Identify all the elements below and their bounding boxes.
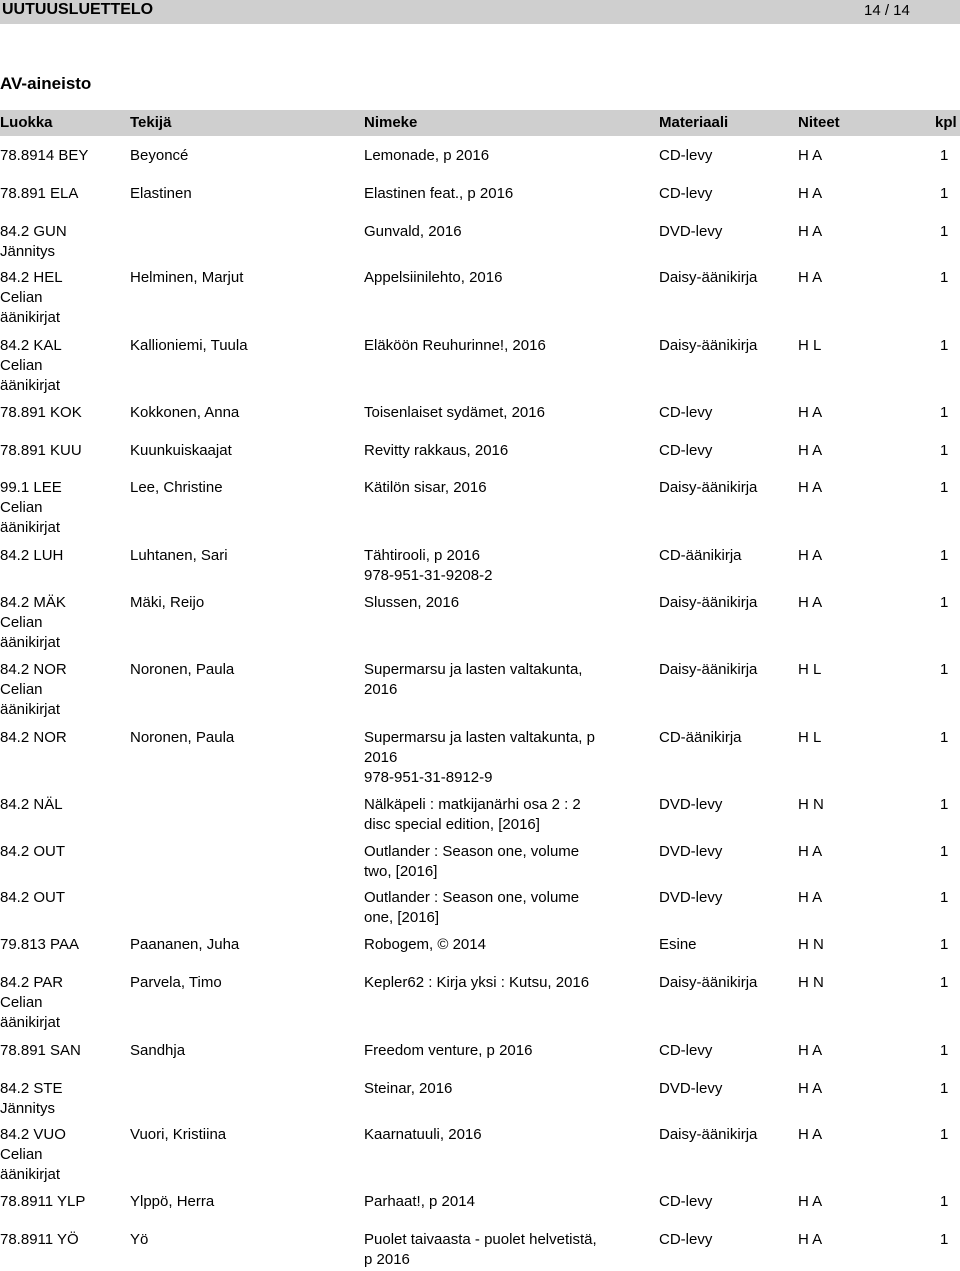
cell-niteet: H N [798,796,824,813]
cell-nimeke: Outlander : Season one, volume one, [2016] [364,889,580,926]
cell-materiaali: CD-levy [659,404,713,421]
cell-tekija: Yö [130,1231,149,1248]
cell-kpl: 1 [940,269,949,286]
cell-nimeke: Gunvald, 2016 [364,223,462,240]
cell-niteet: H A [798,1080,823,1097]
cell-tekija: Paananen, Juha [130,936,240,953]
cell-kpl: 1 [940,1193,949,1210]
cell-tekija: Ylppö, Herra [130,1193,215,1210]
cell-nimeke: Kepler62 : Kirja yksi : Kutsu, 2016 [364,974,590,991]
cell-tekija: Noronen, Paula [130,661,235,678]
cell-luokka: 84.2 OUT [0,843,66,860]
cell-kpl: 1 [940,147,949,164]
page-header [0,0,960,24]
cell-niteet: H A [798,594,823,611]
cell-kpl: 1 [940,442,949,459]
cell-materiaali: Daisy-äänikirja [659,337,758,354]
cell-luokka: 84.2 KAL Celian äänikirjat [0,337,62,394]
cell-niteet: H L [798,337,822,354]
cell-luokka: 79.813 PAA [0,936,79,953]
cell-kpl: 1 [940,547,949,564]
cell-materiaali: Daisy-äänikirja [659,1126,758,1143]
cell-materiaali: DVD-levy [659,1080,723,1097]
cell-niteet: H A [798,1193,823,1210]
cell-niteet: H A [798,269,823,286]
cell-nimeke: Puolet taivaasta - puolet helvetistä, p 2016 [364,1231,597,1268]
cell-nimeke: Slussen, 2016 [364,594,460,611]
cell-luokka: 78.891 KUU [0,442,82,459]
cell-luokka: 84.2 NOR Celian äänikirjat [0,661,67,718]
cell-tekija: Vuori, Kristiina [130,1126,227,1143]
cell-kpl: 1 [940,889,949,906]
page-number: 14 / 14 [864,2,910,19]
cell-kpl: 1 [940,729,949,746]
cell-kpl: 1 [940,1231,949,1248]
cell-tekija: Noronen, Paula [130,729,235,746]
document-title: UUTUUSLUETTELO [2,1,154,18]
cell-luokka: 99.1 LEE Celian äänikirjat [0,479,62,536]
cell-niteet: H N [798,936,824,953]
cell-luokka: 78.8911 YLP [0,1193,86,1210]
cell-kpl: 1 [940,843,949,860]
column-header-tekija: Tekijä [130,114,172,131]
column-header-materiaali: Materiaali [659,114,729,131]
cell-nimeke: Eläköön Reuhurinne!, 2016 [364,337,546,354]
cell-tekija: Helminen, Marjut [130,269,244,286]
cell-niteet: H L [798,729,822,746]
cell-luokka: 84.2 VUO Celian äänikirjat [0,1126,66,1183]
cell-kpl: 1 [940,1080,949,1097]
cell-materiaali: CD-äänikirja [659,729,742,746]
cell-materiaali: DVD-levy [659,843,723,860]
cell-nimeke: Supermarsu ja lasten valtakunta, 2016 [364,661,583,698]
cell-kpl: 1 [940,974,949,991]
cell-kpl: 1 [940,1042,949,1059]
cell-materiaali: Daisy-äänikirja [659,479,758,496]
cell-kpl: 1 [940,337,949,354]
cell-materiaali: Daisy-äänikirja [659,661,758,678]
cell-tekija: Kokkonen, Anna [130,404,240,421]
cell-niteet: H N [798,974,824,991]
cell-nimeke: Tähtirooli, p 2016 978-951-31-9208-2 [364,547,493,584]
cell-nimeke: Nälkäpeli : matkijanärhi osa 2 : 2 disc special edition, [2016] [364,796,581,833]
cell-luokka: 84.2 NÄL [0,796,63,813]
table-header [0,110,960,136]
cell-nimeke: Appelsiinilehto, 2016 [364,269,503,286]
cell-niteet: H A [798,479,823,496]
cell-kpl: 1 [940,404,949,421]
cell-materiaali: CD-levy [659,1042,713,1059]
cell-niteet: H A [798,547,823,564]
cell-nimeke: Robogem, © 2014 [364,936,486,953]
cell-luokka: 78.891 SAN [0,1042,81,1059]
cell-niteet: H A [798,185,823,202]
cell-luokka: 84.2 NOR [0,729,67,746]
cell-niteet: H A [798,843,823,860]
cell-materiaali: CD-äänikirja [659,547,742,564]
cell-nimeke: Parhaat!, p 2014 [364,1193,475,1210]
cell-niteet: H A [798,1126,823,1143]
cell-kpl: 1 [940,796,949,813]
cell-luokka: 84.2 STE Jännitys [0,1080,63,1117]
cell-niteet: H A [798,404,823,421]
cell-materiaali: Daisy-äänikirja [659,594,758,611]
column-header-nimeke: Nimeke [364,114,418,131]
cell-materiaali: Daisy-äänikirja [659,974,758,991]
column-header-niteet: Niteet [798,114,840,131]
cell-kpl: 1 [940,185,949,202]
cell-tekija: Lee, Christine [130,479,223,496]
cell-kpl: 1 [940,661,949,678]
cell-materiaali: CD-levy [659,442,713,459]
cell-materiaali: CD-levy [659,1231,713,1248]
cell-luokka: 78.8914 BEY [0,147,89,164]
cell-nimeke: Toisenlaiset sydämet, 2016 [364,404,545,421]
cell-niteet: H A [798,1042,823,1059]
cell-materiaali: CD-levy [659,1193,713,1210]
cell-niteet: H A [798,147,823,164]
cell-tekija: Luhtanen, Sari [130,547,228,564]
cell-niteet: H A [798,223,823,240]
cell-nimeke: Kätilön sisar, 2016 [364,479,487,496]
cell-luokka: 84.2 HEL Celian äänikirjat [0,269,63,326]
cell-luokka: 84.2 LUH [0,547,64,564]
cell-niteet: H A [798,442,823,459]
cell-niteet: H A [798,889,823,906]
cell-nimeke: Steinar, 2016 [364,1080,453,1097]
cell-tekija: Sandhja [130,1042,186,1059]
cell-nimeke: Supermarsu ja lasten valtakunta, p 2016 978-951-31-8912-9 [364,729,595,786]
cell-materiaali: Esine [659,936,697,953]
cell-nimeke: Outlander : Season one, volume two, [2016] [364,843,580,880]
cell-tekija: Elastinen [130,185,192,202]
cell-materiaali: CD-levy [659,147,713,164]
cell-materiaali: Daisy-äänikirja [659,269,758,286]
cell-nimeke: Freedom venture, p 2016 [364,1042,533,1059]
cell-nimeke: Kaarnatuuli, 2016 [364,1126,482,1143]
cell-tekija: Kuunkuiskaajat [130,442,232,459]
cell-kpl: 1 [940,936,949,953]
cell-kpl: 1 [940,479,949,496]
cell-nimeke: Elastinen feat., p 2016 [364,185,514,202]
column-header-luokka: Luokka [0,114,53,131]
cell-tekija: Mäki, Reijo [130,594,205,611]
cell-luokka: 84.2 OUT [0,889,66,906]
cell-materiaali: CD-levy [659,185,713,202]
cell-tekija: Kallioniemi, Tuula [130,337,248,354]
cell-tekija: Beyoncé [130,147,189,164]
cell-kpl: 1 [940,594,949,611]
column-header-kpl: kpl [935,114,957,131]
cell-kpl: 1 [940,223,949,240]
cell-materiaali: DVD-levy [659,889,723,906]
cell-niteet: H A [798,1231,823,1248]
cell-nimeke: Lemonade, p 2016 [364,147,490,164]
cell-luokka: 78.891 ELA [0,185,79,202]
cell-materiaali: DVD-levy [659,796,723,813]
section-title: AV-aineisto [0,74,92,93]
cell-nimeke: Revitty rakkaus, 2016 [364,442,509,459]
cell-luokka: 78.891 KOK [0,404,82,421]
cell-niteet: H L [798,661,822,678]
cell-tekija: Parvela, Timo [130,974,222,991]
cell-luokka: 84.2 MÄK Celian äänikirjat [0,594,66,651]
cell-luokka: 78.8911 YÖ [0,1231,79,1248]
cell-materiaali: DVD-levy [659,223,723,240]
cell-kpl: 1 [940,1126,949,1143]
cell-luokka: 84.2 GUN Jännitys [0,223,67,260]
cell-luokka: 84.2 PAR Celian äänikirjat [0,974,64,1031]
